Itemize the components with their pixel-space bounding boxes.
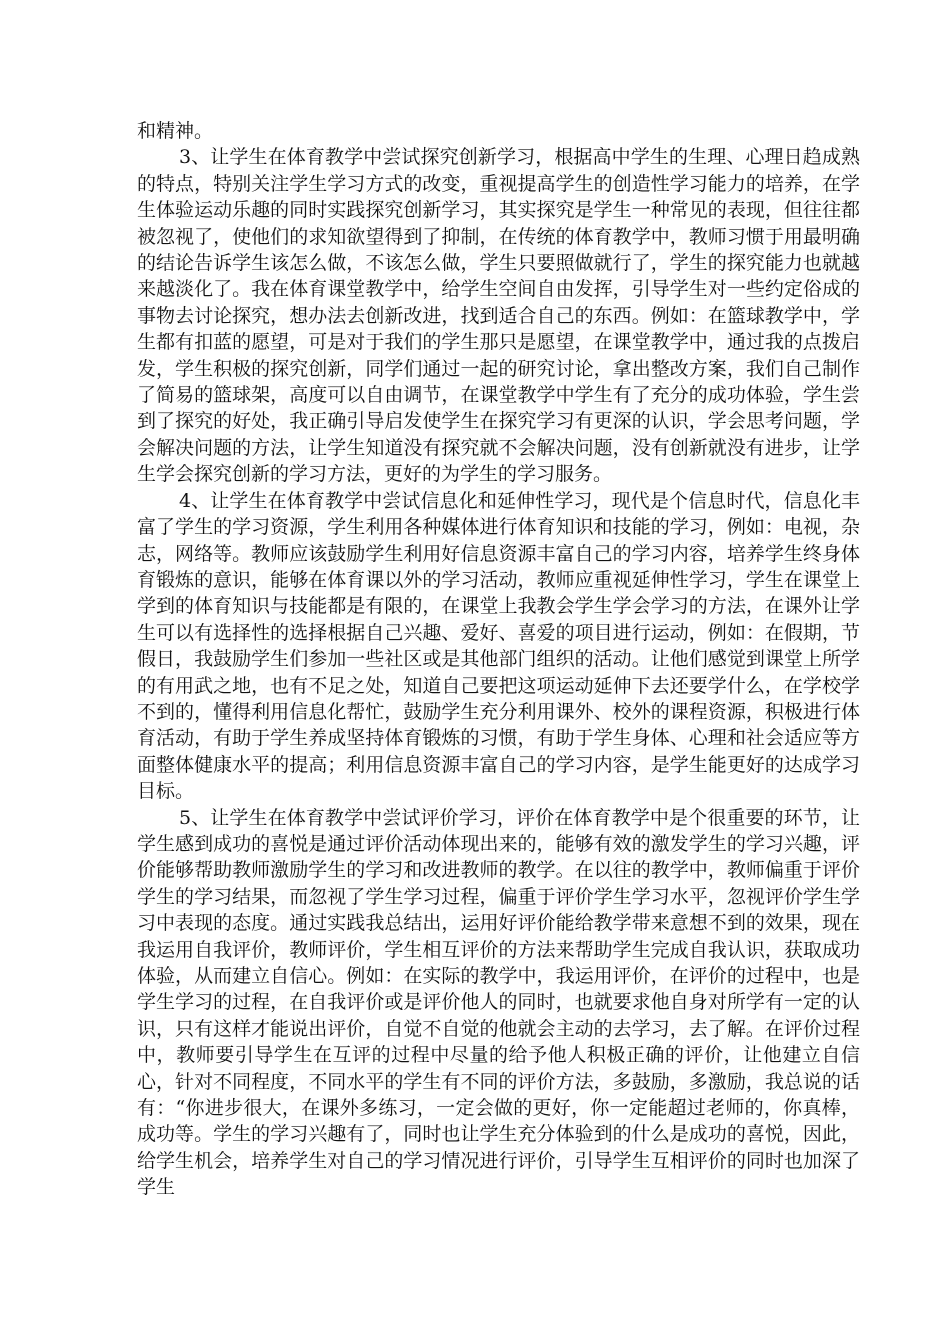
paragraph-continuation: 和精神。	[137, 120, 214, 142]
paragraph-item-5: 5、让学生在体育教学中尝试评价学习，评价在体育教学中是个很重要的环节，让学生感到成功的喜悦是通过评价活动体现出来的，能够有效的激发学生的学习兴趣，评价能够帮助教师激励学生的学习和改进教师的教学。在以往的教学中，教师偏重于评价学生的学习结果，而忽视了学生学习过程，偏重于评价学生学习水平，忽视评价学生学习中表现的态度。通过实践我总结出，运用好评价能给教学带来意想不到的效果，现在我运用自我评价，教师评价，学生相互评价的方法来帮助学生完成自我认识，获取成功体验，从而建立自信心。例如：在实际的教学中，我运用评价，在评价的过程中，也是学生学习的过程，在自我评价或是评价他人的同时，也就要求他自身对所学有一定的认识，只有这样才能说出评价，自觉不自觉的他就会主动的去学习，去了解。在评价过程中，教师要引导学生在互评的过程中尽量的给予他人积极正确的评价，让他建立自信心，针对不同程度，不同水平的学生有不同的评价方法，多鼓励，多激励，我总说的话有：“你进步很大，在课外多练习，一定会做的更好，你一定能超过老师的，你真棒，成功等。学生的学习兴趣有了，同时也让学生充分体验到的什么是成功的喜悦，因此，给学生机会，培养学生对自己的学习情况进行评价，引导学生互相评价的同时也加深了学生	[137, 806, 860, 1199]
document-page	[137, 118, 860, 1201]
paragraph-item-3: 3、让学生在体育教学中尝试探究创新学习，根据高中学生的生理、心理日趋成熟的特点，特别关注学生学习方式的改变，重视提高学生的创造性学习能力的培养，在学生体验运动乐趣的同时实践探究创新学习，其实探究是学生一种常见的表现，但往往都被忽视了，使他们的求知欲望得到了抑制，在传统的体育教学中，教师习惯于用最明确的结论告诉学生该怎么做，不该怎么做，学生只要照做就行了，学生的探究能力也就越来越淡化了。我在体育课堂教学中，给学生空间自由发挥，引导学生对一些约定俗成的事物去讨论探究，想办法去创新改进，找到适合自己的东西。例如：在篮球教学中，学生都有扣蓝的愿望，可是对于我们的学生那只是愿望，在课堂教学中，通过我的点拨启发，学生积极的探究创新，同学们通过一起的研究讨论，拿出整改方案，我们自己制作了简易的篮球架，高度可以自由调节，在课堂教学中学生有了充分的成功体验，学生尝到了探究的好处，我正确引导启发使学生在探究学习有更深的认识，学会思考问题，学会解决问题的方法，让学生知道没有探究就不会解决问题，没有创新就没有进步，让学生学会探究创新的学习方法，更好的为学生的学习服务。	[137, 146, 860, 486]
paragraph-item-4: 4、让学生在体育教学中尝试信息化和延伸性学习，现代是个信息时代，信息化丰富了学生的学习资源，学生利用各种媒体进行体育知识和技能的学习，例如：电视，杂志，网络等。教师应该鼓励学生利用好信息资源丰富自己的学习内容，培养学生终身体育锻炼的意识，能够在体育课以外的学习活动，教师应重视延伸性学习，学生在课堂上学到的体育知识与技能都是有限的，在课堂上我教会学生学会学习的方法，在课外让学生可以有选择性的选择根据自己兴趣、爱好、喜爱的项目进行运动，例如：在假期，节假日，我鼓励学生们参加一些社区或是其他部门组织的活动。让他们感觉到课堂上所学的有用武之地，也有不足之处，知道自己要把这项运动延伸下去还要学什么，在学校学不到的，懂得利用信息化帮忙，鼓励学生充分利用课外、校外的课程资源，积极进行体育活动，有助于学生养成坚持体育锻炼的习惯，有助于学生身体、心理和社会适应等方面整体健康水平的提高；利用信息资源丰富自己的学习内容，是学生能更好的达成学习目标。	[137, 489, 860, 803]
